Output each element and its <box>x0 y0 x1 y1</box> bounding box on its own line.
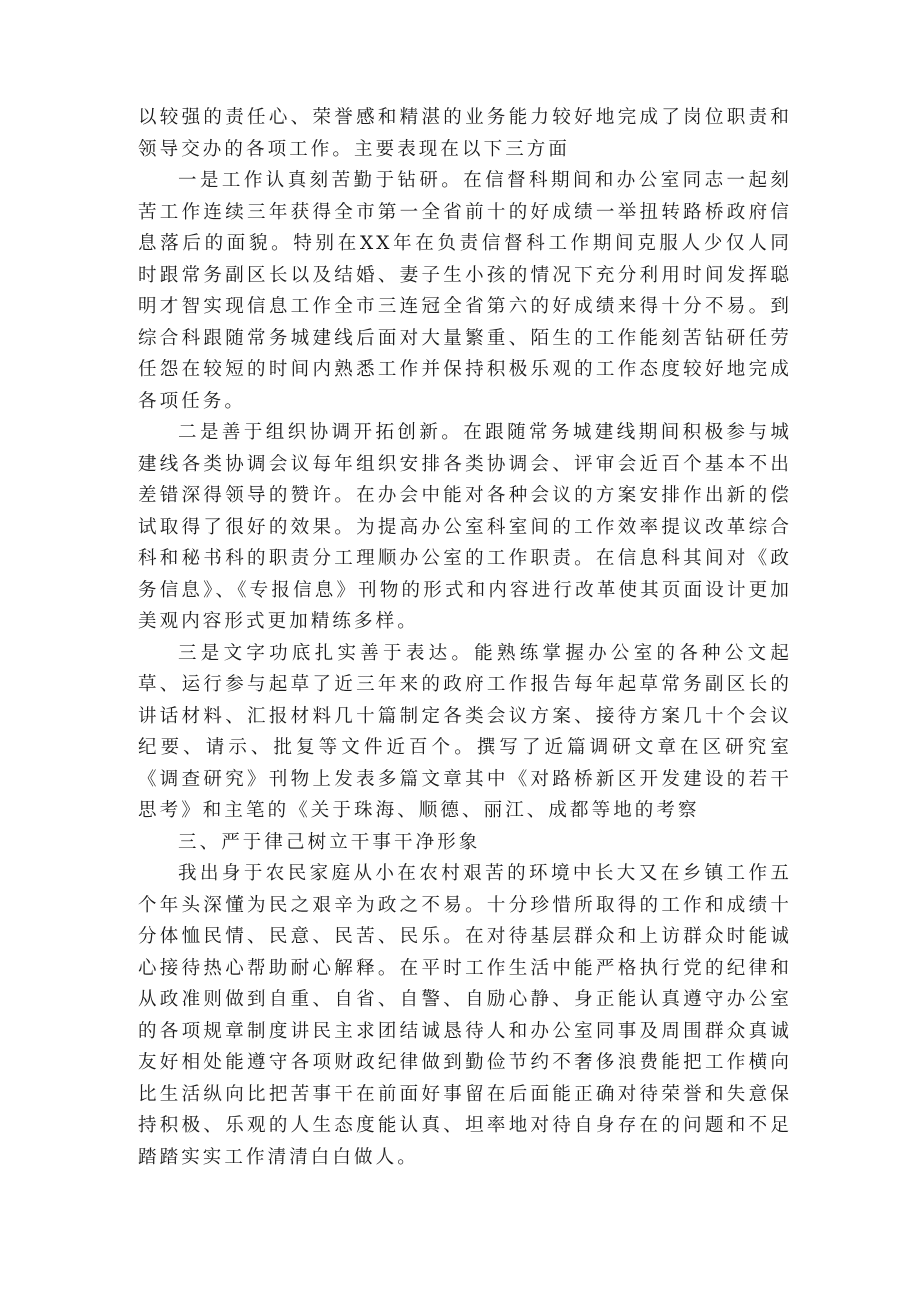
paragraph-discipline: 我出身于农民家庭从小在农村艰苦的环境中长大又在乡镇工作五个年头深懂为民之艰辛为政之不易。十分珍惜所取得的工作和成绩十分体恤民情、民意、民苦、民乐。在对待基层群众和上访群众时能诚心接待热心帮助耐心解释。在平时工作生活中能严格执行党的纪律和从政准则做到自重、自省、自警、自励心静、身正能认真遵守办公室的各项规章制度讲民主求团结诚恳待人和办公室同事及周围群众真诚友好相处能遵守各项财政纪律做到勤俭节约不奢侈浪费能把工作横向比生活纵向比把苦事干在前面好事留在后面能正确对待荣誉和失意保持积极、乐观的人生态度能认真、坦率地对待自身存在的问题和不足踏踏实实工作清清白白做人。 <box>138 863 792 1168</box>
paragraph-intro: 以较强的责任心、荣誉感和精湛的业务能力较好地完成了岗位职责和领导交办的各项工作。主要表现在以下三方面 <box>138 107 792 160</box>
paragraph-point-three: 三是文字功底扎实善于表达。能熟练掌握办公室的各种公文起草、运行参与起草了近三年来的政府工作报告每年起草常务副区长的讲话材料、汇报材料几十篇制定各类会议方案、接待方案几十个会议纪要、请示、批复等文件近百个。撰写了近篇调研文章在区研究室《调查研究》刊物上发表多篇文章其中《对路桥新区开发建设的若干思考》和主笔的《关于珠海、顺德、丽江、成都等地的考察 <box>138 642 792 821</box>
paragraph-point-two: 二是善于组织协调开拓创新。在跟随常务城建线期间积极参与城建线各类协调会议每年组织安排各类协调会、评审会近百个基本不出差错深得领导的赞许。在办会中能对各种会议的方案安排作出新的偿试取得了很好的效果。为提高办公室科室间的工作效率提议改革综合科和秘书科的职责分工理顺办公室的工作职责。在信息科其间对《政务信息》、《专报信息》刊物的形式和内容进行改革使其页面设计更加美观内容形式更加精练多样。 <box>138 422 792 632</box>
section-heading: 三、严于律己树立干事干净形象 <box>178 831 481 853</box>
paragraph-point-one: 一是工作认真刻苦勤于钻研。在信督科期间和办公室同志一起刻苦工作连续三年获得全市第一全省前十的好成绩一举扭转路桥政府信息落后的面貌。特别在XX年在负责信督科工作期间克服人少仅人同时跟常务副区长以及结婚、妻子生小孩的情况下充分利用时间发挥聪明才智实现信息工作全市三连冠全省第六的好成绩来得十分不易。到综合科跟随常务城建线后面对大量繁重、陌生的工作能刻苦钻研任劳任怨在较短的时间内熟悉工作并保持积极乐观的工作态度较好地完成各项任务。 <box>138 170 792 412</box>
document-body <box>138 102 792 1173</box>
